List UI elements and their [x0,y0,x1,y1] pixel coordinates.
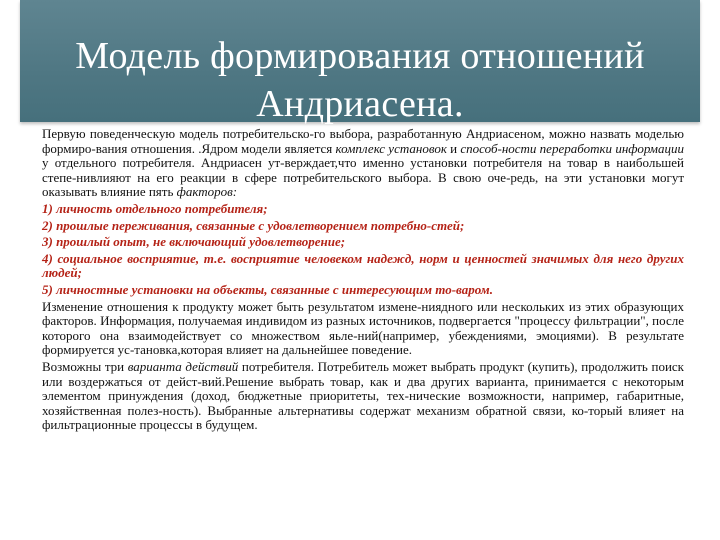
intro-text-1: Первую поведенческую модель потребительско-го выбора, разработанную Андриасеном, можно назвать моделью формиро-вания отношения. .Ядром модели является [42,126,684,156]
attitude-change-paragraph: Изменение отношения к продукту может быть результатом измене-ниядного или нескольких из этих образующих факторов. Информация, получаемая индивидом из разных источников, подвергается "процессу фильтрации", после которого она взаимодействует со множеством яьле-ний(например, убеждениями, эмоциями). В результате формируется ус-тановка,которая влияет на дальнейшее поведение. [42,298,684,358]
intro-paragraph [42,127,684,200]
actions-paragraph [42,360,684,433]
intro-emphasis-attitudes: комплекс установок [332,140,447,156]
intro-emphasis-factors: факторов: [173,184,238,200]
factor-item-2: 2) прошлые переживания, связанные с удовлетворением потребно-стей; [42,217,465,233]
slide-title [20,32,700,128]
intro-emphasis-processing: способ-ности переработки информации [457,140,684,156]
actions-text-1: Возможны три [42,358,125,374]
factor-item-1: 1) личность отдельного потребителя; [42,200,268,216]
intro-text-2: и [446,140,458,156]
factor-item-3: 3) прошлый опыт, не включающий удовлетворение; [42,234,346,250]
factor-item-4: 4) социальное восприятие, т.е. восприятие человеком надежд, норм и ценностей значимых для него других людей; [42,250,684,281]
title-line-2: Андриасена. [256,83,464,125]
actions-text-2: потребителя. Потребитель может выбрать продукт (купить), продолжить поиск или воздержаться от дейст-вий.Решение выбрать товар, как и два других варианта, принимается с некоторым элементом принуждения (доход, бюджетные приоритеты, тех-нические возможности, например, габаритные, хозяйственная полез-ность). Выбранные альтернативы содержат механизм обратной связи, ко-торый влияет на фильтрационные процессы в будущем. [42,358,684,433]
slide-body [42,127,684,435]
intro-text-3: у отдельного потребителя. Андриасен ут-верждает,что именно установки потребителя на товар в наибольшей степе-нивлияют на его реакции в сфере потребительского выбора. В свою оче-редь, на эти установки могут оказывать влияние пять [42,155,684,200]
actions-emphasis: варианта действий [124,358,239,374]
title-line-1: Модель формирования отношений [75,35,645,77]
factor-item-5: 5) личностные установки на объекты, связанные с интересующим то-варом. [42,281,493,297]
